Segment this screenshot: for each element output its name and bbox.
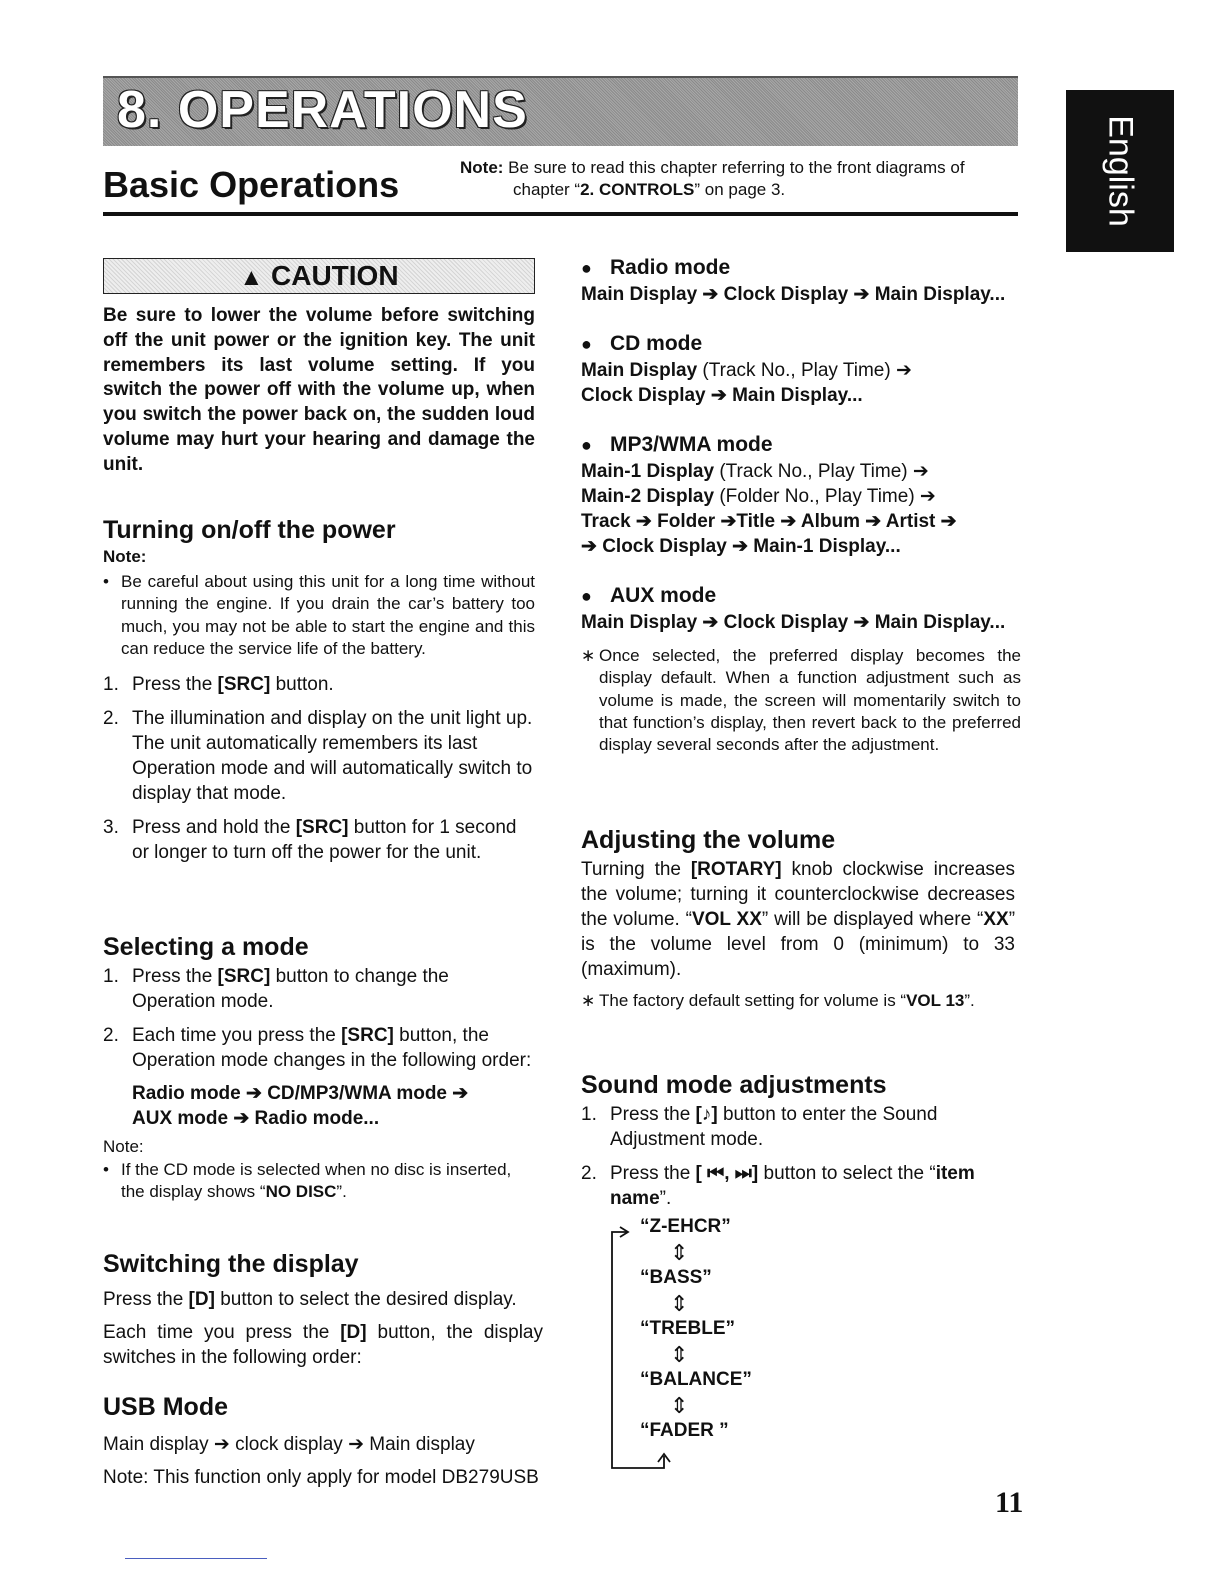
header-note-line2-pre: chapter “ (513, 180, 581, 199)
step-number: 2. (103, 708, 119, 730)
select-note-label: Note: (103, 1137, 144, 1156)
power-note (103, 571, 535, 660)
step-text: button to enter the Sound Adjustment mode. (610, 1104, 938, 1150)
select-note-text: ”. (336, 1182, 347, 1202)
display-modes-section (581, 256, 1021, 756)
header-note-line2-bold: 2. CONTROLS (580, 180, 695, 199)
step-text: Press the (132, 966, 218, 987)
power-note-label: Note: (103, 547, 147, 566)
chapter-title: 8. OPERATIONS (117, 81, 528, 139)
step-text: Each time you press the (132, 1025, 342, 1046)
step-text: button to select the “ (758, 1163, 936, 1184)
page-number: 11 (995, 1486, 1024, 1519)
seq-bold: ➔ Clock Display ➔ Main-1 Display... (581, 536, 901, 557)
step-number: 1. (103, 966, 119, 987)
caution-title: CAUTION (271, 260, 399, 291)
vol-13-label: VOL 13 (906, 991, 965, 1010)
asterisk-icon: ∗ (581, 646, 596, 665)
para-text: button, the display switches in the following order: (103, 1322, 543, 1368)
bullet-icon: ● (581, 435, 592, 455)
sound-heading: Sound mode adjustments (581, 1071, 887, 1099)
sound-item-label: “BASS” (640, 1267, 712, 1288)
volume-section (581, 826, 1015, 1012)
src-button-label: [SRC] (295, 817, 349, 839)
volume-heading: Adjusting the volume (581, 826, 836, 854)
power-step-2 (103, 706, 535, 806)
mode-heading-text: MP3/WMA mode (610, 433, 773, 456)
cd-mode-sequence (581, 358, 1021, 408)
chapter-banner (103, 76, 1018, 146)
power-section (103, 516, 535, 865)
bullet-icon: ● (581, 258, 592, 278)
para-text: button to select the desired display. (214, 1289, 517, 1310)
para-text: Turning the (581, 859, 691, 880)
mode-order-line1: Radio mode ➔ CD/MP3/WMA mode ➔ (132, 1083, 469, 1104)
mp3-mode-sequence (581, 459, 1021, 559)
para-text: ” is the volume level from 0 (minimum) to 33 (maximum). (581, 909, 1016, 980)
step-number: 2. (103, 1025, 119, 1046)
sound-item (640, 1318, 752, 1369)
switch-display-para1 (103, 1287, 543, 1312)
radio-mode-sequence: Main Display ➔ Clock Display ➔ Main Display... (581, 284, 1006, 305)
aux-mode-sequence: Main Display ➔ Clock Display ➔ Main Display... (581, 612, 1006, 633)
star-note-text: ”. (964, 991, 975, 1010)
header-note-line2-post: ” on page 3. (694, 180, 786, 199)
header-rule (103, 212, 1018, 216)
mode-order (103, 1081, 535, 1131)
bullet-icon: ● (581, 586, 592, 606)
sound-step-2 (581, 1161, 1015, 1211)
double-arrow-icon: ⇕ (670, 1342, 689, 1367)
step-text: button, the Operation mode changes in the following order: (132, 1025, 532, 1071)
src-button-label: [SRC] (341, 1025, 394, 1046)
usb-line2: Note: This function only apply for model DB279USB (103, 1467, 539, 1488)
src-button-label: [SRC] (217, 674, 271, 696)
seq-bold: Main Display (581, 360, 698, 381)
power-note-text: Be careful about using this unit for a long time without running the engine. If you drain the car’s battery too much, you may not be able to start the engine and this can reduce the service life of the battery. (121, 572, 535, 658)
mode-heading-text: CD mode (610, 332, 703, 355)
usb-section (103, 1393, 583, 1490)
step-text: Press the (132, 674, 218, 696)
vol-xx-label: VOL XX (691, 909, 762, 930)
step-number: 1. (581, 1104, 597, 1125)
step-text: Press the (610, 1104, 696, 1125)
sound-item (640, 1420, 752, 1471)
usb-line1: Main display ➔ clock display ➔ Main display (103, 1434, 475, 1455)
track-buttons-label: [ ⏮, ⏭] (695, 1163, 759, 1184)
warning-triangle-icon: ▲ (239, 264, 264, 291)
mode-heading-text: AUX mode (610, 584, 717, 607)
select-step-1 (103, 964, 535, 1014)
xx-label: XX (983, 909, 1009, 930)
mp3-mode-heading (581, 433, 1021, 457)
language-tab-label: English (1101, 115, 1140, 227)
volume-star-note (581, 990, 1015, 1012)
step-number: 3. (103, 817, 119, 839)
switch-display-section (103, 1250, 543, 1370)
double-arrow-icon: ⇕ (670, 1291, 689, 1316)
select-note-text: If the CD mode is selected when no disc is inserted, the display shows “ (121, 1160, 512, 1202)
bullet-icon: ● (581, 334, 592, 354)
step-text: Press and hold the (132, 817, 296, 839)
header-note-label: Note: (460, 158, 504, 177)
seq-text: (Track No., Play Time) ➔ (697, 360, 912, 381)
para-text: knob clockwise increases the volume; turning it counterclockwise decreases the volume. “ (581, 859, 1015, 930)
header-note-line1: Be sure to read this chapter referring to the front diagrams of (503, 158, 965, 177)
select-mode-heading: Selecting a mode (103, 933, 309, 961)
step-text: The illumination and display on the unit light up. The unit automatically remembers its last Operation mode and will automatically switch to display that mode. (132, 708, 533, 805)
select-note (103, 1159, 535, 1204)
mode-order-line2: AUX mode ➔ Radio mode... (132, 1108, 380, 1129)
double-arrow-icon: ⇕ (670, 1240, 689, 1265)
para-text: Each time you press the (103, 1322, 341, 1343)
d-button-label: [D] (340, 1322, 367, 1343)
star-note-text: Once selected, the preferred display becomes the display default. When a function adjustment such as volume is made, the screen will momentarily switch to that function’s display, then revert back to the preferred display several seconds after the adjustment. (599, 646, 1021, 755)
caution-text: Be sure to lower the volume before switching off the unit power or the ignition key. The unit remembers its last volume setting. If you switch the power off with the volume up, when you switch the power back on, the sudden loud volume may hurt your hearing and damage the unit. (103, 305, 535, 475)
sound-item-label: “FADER ” (640, 1420, 729, 1441)
asterisk-icon: ∗ (581, 991, 596, 1010)
seq-text: (Track No., Play Time) ➔ (714, 461, 929, 482)
step-text: ”. (659, 1188, 672, 1209)
volume-para (581, 857, 1015, 982)
step-number: 1. (103, 674, 119, 696)
para-text: Press the (103, 1289, 189, 1310)
select-mode-section (103, 933, 535, 1204)
para-text: ” will be displayed where “ (761, 909, 984, 930)
aux-mode-heading (581, 584, 1021, 608)
no-disc-label: NO DISC (265, 1182, 337, 1202)
step-text: Press the (610, 1163, 696, 1184)
sound-item (640, 1369, 752, 1420)
step-text: button for 1 second or longer to turn off the power for the unit. (132, 817, 517, 864)
seq-bold: Main-2 Display (581, 486, 715, 507)
radio-mode-heading (581, 256, 1021, 280)
src-button-label: [SRC] (217, 966, 271, 987)
sound-item-list (640, 1216, 752, 1471)
sound-item-label: “Z-EHCR” (640, 1216, 731, 1237)
sound-step-1 (581, 1102, 1015, 1152)
sound-item (640, 1267, 752, 1318)
power-step-1 (103, 672, 535, 697)
step-text: button to change the Operation mode. (132, 966, 449, 1012)
section-title: Basic Operations (103, 164, 400, 205)
seq-text: (Folder No., Play Time) ➔ (714, 486, 936, 507)
footer-line (125, 1558, 267, 1559)
star-note-text: The factory default setting for volume is “ (599, 991, 907, 1010)
display-star-note (581, 645, 1021, 756)
power-heading: Turning on/off the power (103, 516, 396, 544)
sound-item-label: “BALANCE” (640, 1369, 752, 1390)
usb-heading: USB Mode (103, 1393, 228, 1421)
sound-item-label: “TREBLE” (640, 1318, 735, 1339)
switch-display-para2 (103, 1320, 543, 1370)
sound-section (581, 1071, 1015, 1211)
double-arrow-icon: ⇕ (670, 1393, 689, 1418)
select-step-2 (103, 1023, 535, 1073)
language-tab (1066, 90, 1174, 252)
d-button-label: [D] (188, 1289, 215, 1310)
rotary-button-label: [ROTARY] (690, 859, 782, 880)
seq-bold: Track ➔ Folder ➔Title ➔ Album ➔ Artist ➔ (581, 511, 957, 532)
sound-item (640, 1216, 752, 1267)
step-text: button. (270, 674, 334, 696)
step-number: 2. (581, 1163, 597, 1184)
header-note (460, 157, 965, 201)
cd-mode-heading (581, 332, 1021, 356)
bullet-icon: • (103, 572, 109, 591)
bullet-icon: • (103, 1160, 109, 1179)
power-step-3 (103, 815, 535, 865)
sound-button-label: [♪] (695, 1104, 718, 1125)
switch-display-heading: Switching the display (103, 1250, 359, 1278)
mode-heading-text: Radio mode (610, 256, 731, 279)
seq-bold: Main-1 Display (581, 461, 715, 482)
seq-bold: Clock Display ➔ Main Display... (581, 385, 863, 406)
caution-box (103, 258, 535, 294)
item-name-label: item name (610, 1163, 975, 1209)
